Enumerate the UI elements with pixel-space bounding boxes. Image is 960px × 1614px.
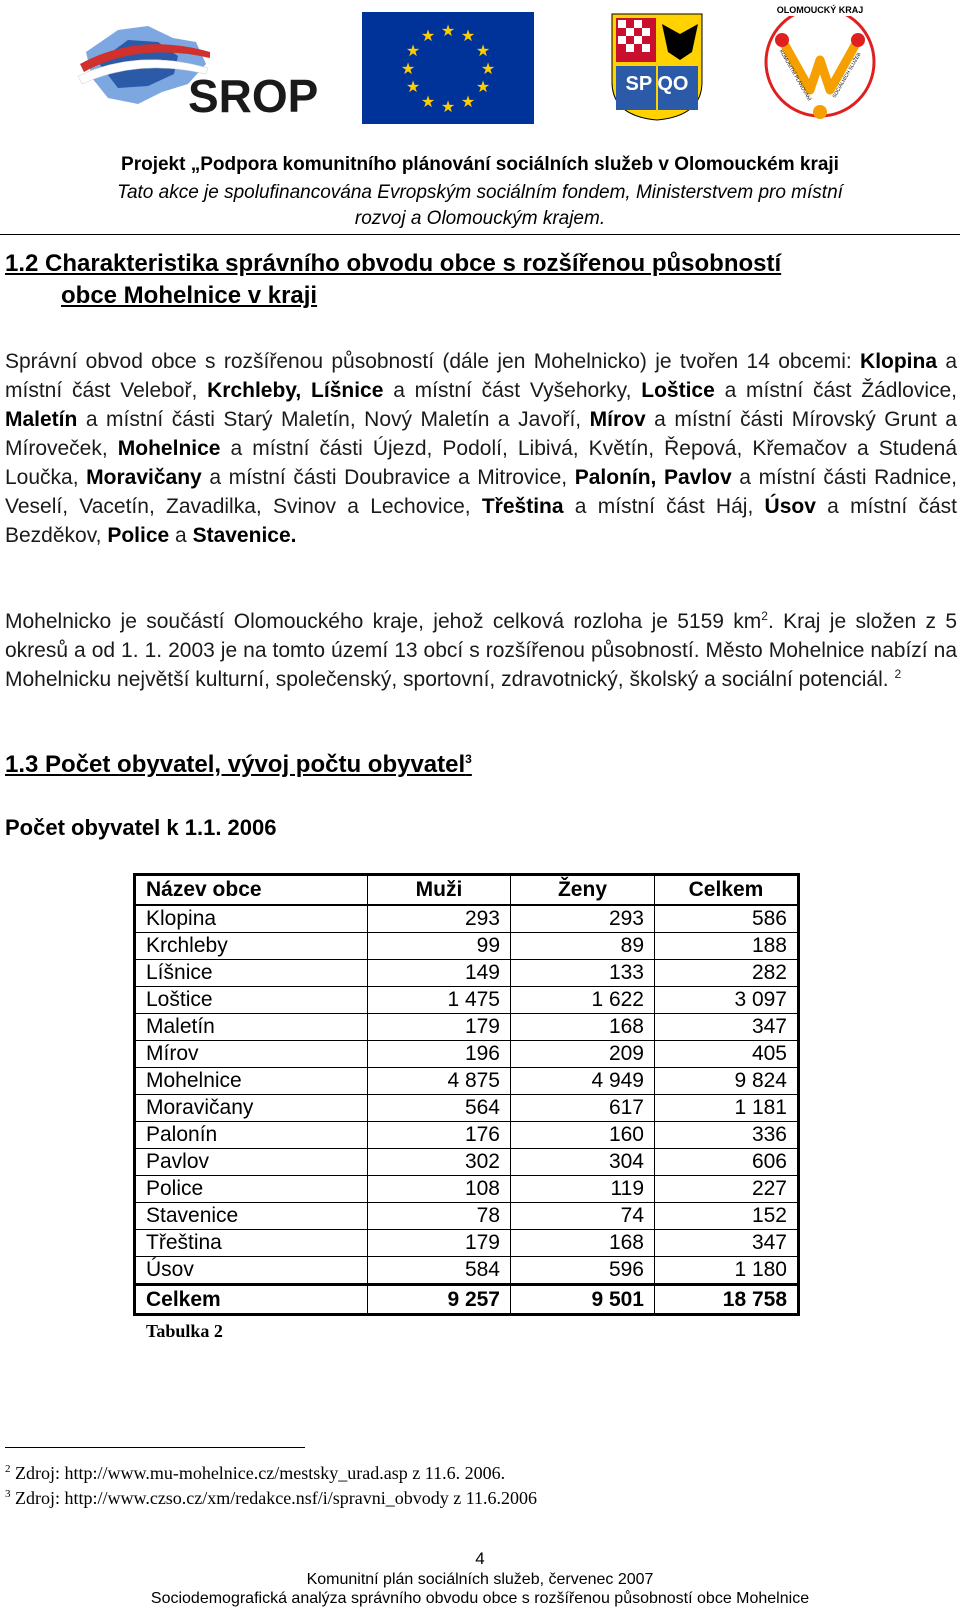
cell-name: Úsov xyxy=(135,1257,368,1285)
cell-total: 1 181 xyxy=(655,1095,799,1122)
section-1-3-title: 1.3 Počet obyvatel, vývoj počtu obyvatel$^3$ xyxy=(5,751,472,778)
svg-text:★: ★ xyxy=(400,59,416,78)
svg-text:★: ★ xyxy=(440,97,456,116)
cell-name: Mohelnice xyxy=(135,1068,368,1095)
cell-women: 209 xyxy=(511,1041,655,1068)
cell-total: 336 xyxy=(655,1122,799,1149)
cell-women: 168 xyxy=(511,1014,655,1041)
region-paragraph: Mohelnicko je součástí Olomouckého kraje, jehož celková rozloha je 5159 $km^2$. Kraj je složen z 5 okresů a od 1. 1. 2003 je na tomto území 13 obcí s rozšířenou působností. Město Mohelnice nabízí na Mohelnicku největší kulturní, společenský, sportovní, zdravotnický, školský a sociální potenciál. $^2$ xyxy=(5,609,957,691)
table-caption: Tabulka 2 xyxy=(146,1321,223,1341)
cell-name: Mírov xyxy=(135,1041,368,1068)
cell-name: Palonín xyxy=(135,1122,368,1149)
cell-total: 347 xyxy=(655,1014,799,1041)
table-row xyxy=(135,960,799,987)
population-count-title: Počet obyvatel k 1.1. 2006 xyxy=(5,815,277,840)
table-header-row xyxy=(135,875,799,906)
svg-text:★: ★ xyxy=(460,92,476,111)
cell-men: 149 xyxy=(368,960,511,987)
cell-men: 179 xyxy=(368,1014,511,1041)
area-superscript: 2 xyxy=(761,609,768,623)
cell-men: 108 xyxy=(368,1176,511,1203)
cell-women: 293 xyxy=(511,905,655,933)
header-name: Název obce xyxy=(135,875,368,906)
cell-women: 133 xyxy=(511,960,655,987)
table-row xyxy=(135,987,799,1014)
cell-women: 304 xyxy=(511,1149,655,1176)
header-women: Ženy xyxy=(511,875,655,906)
cell-total: 1 180 xyxy=(655,1257,799,1285)
table-row xyxy=(135,1176,799,1203)
cell-total: 405 xyxy=(655,1041,799,1068)
table-row xyxy=(135,1122,799,1149)
footer-line-2: Sociodemografická analýza správního obvodu obce s rozšířenou působností obce Mohelnice xyxy=(150,1590,810,1607)
svg-text:SP QO: SP QO xyxy=(625,73,689,95)
table-row xyxy=(135,1203,799,1230)
cell-name: Pavlov xyxy=(135,1149,368,1176)
cell-men: 1 475 xyxy=(368,987,511,1014)
svg-text:★: ★ xyxy=(460,26,476,45)
footnote-2: $^2$ Zdroj: http://www.mu-mohelnice.cz/mestsky_urad.asp z 11.6. 2006. xyxy=(5,1463,506,1483)
table-row xyxy=(135,1041,799,1068)
footer-line-1: Komunitní plán sociálních služeb, červenec 2007 xyxy=(306,1571,654,1588)
cell-men: 176 xyxy=(368,1122,511,1149)
cell-women: 9 501 xyxy=(511,1285,655,1315)
cell-total: 227 xyxy=(655,1176,799,1203)
municipalities-paragraph: Správní obvod obce s rozšířenou působností (dále jen Mohelnicko) je tvořen 14 obcemi: Klopina a místní část Veleboř, Krchleby, Líšnice a místní část Vyšehorky, Loštice a místní část Žádlovice, Maletín a místní části Starý Maletín, Nový Maletín a Javoří, Mírov a místní části Mírovský Grunt a Míroveček, Mohelnice a místní části Újezd, Podolí, Libivá, Květín, Řepová, Křemačov a Studená Loučka, Moravičany a místní části Doubravice a Mitrovice, Palonín, Pavlov a místní části Radnice, Veselí, Vacetín, Zavadilka, Svinov a Lechovice, Třeština a místní část Háj, Úsov a místní část Bezděkov, Police a Stavenice. xyxy=(5,350,958,547)
table-row xyxy=(135,1068,799,1095)
table-row xyxy=(135,905,799,933)
cell-women: 596 xyxy=(511,1257,655,1285)
cell-total: 282 xyxy=(655,960,799,987)
svg-text:OLOMOUCKÝ KRAJ: OLOMOUCKÝ KRAJ xyxy=(776,5,864,15)
table-row xyxy=(135,933,799,960)
olomoucky-kraj-logo xyxy=(760,0,880,122)
section-1-2-title-cont: obce Mohelnice v kraji xyxy=(61,282,318,309)
srop-logo xyxy=(78,12,319,122)
cell-men: 9 257 xyxy=(368,1285,511,1315)
cell-name: Loštice xyxy=(135,987,368,1014)
cell-women: 4 949 xyxy=(511,1068,655,1095)
cell-total: 606 xyxy=(655,1149,799,1176)
table-row xyxy=(135,1230,799,1257)
footnote-divider xyxy=(5,1447,305,1448)
footnote-3: $^3$ Zdroj: http://www.czso.cz/xm/redakce.nsf/i/spravni_obvody z 11.6.2006 xyxy=(5,1488,538,1508)
header-divider xyxy=(0,234,960,235)
page-number: 4 xyxy=(475,1549,485,1568)
olomouc-crest xyxy=(610,12,704,122)
header-total: Celkem xyxy=(655,875,799,906)
table-row xyxy=(135,1014,799,1041)
svg-text:★: ★ xyxy=(420,26,436,45)
table-row xyxy=(135,1257,799,1285)
cell-total: 586 xyxy=(655,905,799,933)
cell-total: 152 xyxy=(655,1203,799,1230)
cell-total: 347 xyxy=(655,1230,799,1257)
cell-women: 74 xyxy=(511,1203,655,1230)
cell-name: Krchleby xyxy=(135,933,368,960)
eu-flag xyxy=(362,12,534,124)
cell-women: 617 xyxy=(511,1095,655,1122)
cell-women: 160 xyxy=(511,1122,655,1149)
table-row xyxy=(135,1095,799,1122)
svg-text:★: ★ xyxy=(475,77,491,96)
cell-men: 293 xyxy=(368,905,511,933)
cell-men: 302 xyxy=(368,1149,511,1176)
cell-men: 196 xyxy=(368,1041,511,1068)
cell-women: 89 xyxy=(511,933,655,960)
svg-text:★: ★ xyxy=(475,41,491,60)
cell-name: Maletín xyxy=(135,1014,368,1041)
cell-women: 119 xyxy=(511,1176,655,1203)
cell-name: Stavenice xyxy=(135,1203,368,1230)
table-total-row xyxy=(135,1285,799,1315)
svg-text:★: ★ xyxy=(480,59,496,78)
cell-men: 99 xyxy=(368,933,511,960)
cell-name: Klopina xyxy=(135,905,368,933)
svg-text:★: ★ xyxy=(420,92,436,111)
project-title: Projekt „Podpora komunitního plánování sociálních služeb v Olomouckém kraji xyxy=(121,154,839,175)
population-table xyxy=(133,873,800,1316)
cell-men: 179 xyxy=(368,1230,511,1257)
svg-text:KOMUNITNÍ PLÁNOVÁNÍ: KOMUNITNÍ PLÁNOVÁNÍ xyxy=(777,48,812,103)
header-men: Muži xyxy=(368,875,511,906)
footnote-ref-3: 3 xyxy=(465,752,472,766)
cell-total: 18 758 xyxy=(655,1285,799,1315)
cell-name: Líšnice xyxy=(135,960,368,987)
cell-total: 188 xyxy=(655,933,799,960)
cell-name: Celkem xyxy=(135,1285,368,1315)
svg-text:★: ★ xyxy=(405,77,421,96)
section-1-2-title: 1.2 Charakteristika správního obvodu obce s rozšířenou působností xyxy=(5,250,782,277)
cell-men: 584 xyxy=(368,1257,511,1285)
cofinance-line-1: Tato akce je spolufinancována Evropským sociálním fondem, Ministerstvem pro místní xyxy=(117,182,843,203)
cell-name: Moravičany xyxy=(135,1095,368,1122)
cell-name: Třeština xyxy=(135,1230,368,1257)
cell-total: 9 824 xyxy=(655,1068,799,1095)
svg-text:★: ★ xyxy=(440,21,456,40)
cell-men: 4 875 xyxy=(368,1068,511,1095)
svg-text:SOCIÁLNÍCH SLUŽEB: SOCIÁLNÍCH SLUŽEB xyxy=(831,51,863,100)
footnote-ref-2: 2 xyxy=(894,667,902,681)
svg-text:SROP: SROP xyxy=(188,70,319,122)
cell-women: 1 622 xyxy=(511,987,655,1014)
cell-men: 78 xyxy=(368,1203,511,1230)
cell-men: 564 xyxy=(368,1095,511,1122)
svg-text:★: ★ xyxy=(405,41,421,60)
cell-women: 168 xyxy=(511,1230,655,1257)
cell-total: 3 097 xyxy=(655,987,799,1014)
cell-name: Police xyxy=(135,1176,368,1203)
table-row xyxy=(135,1149,799,1176)
cofinance-line-2: rozvoj a Olomouckým krajem. xyxy=(354,208,606,229)
